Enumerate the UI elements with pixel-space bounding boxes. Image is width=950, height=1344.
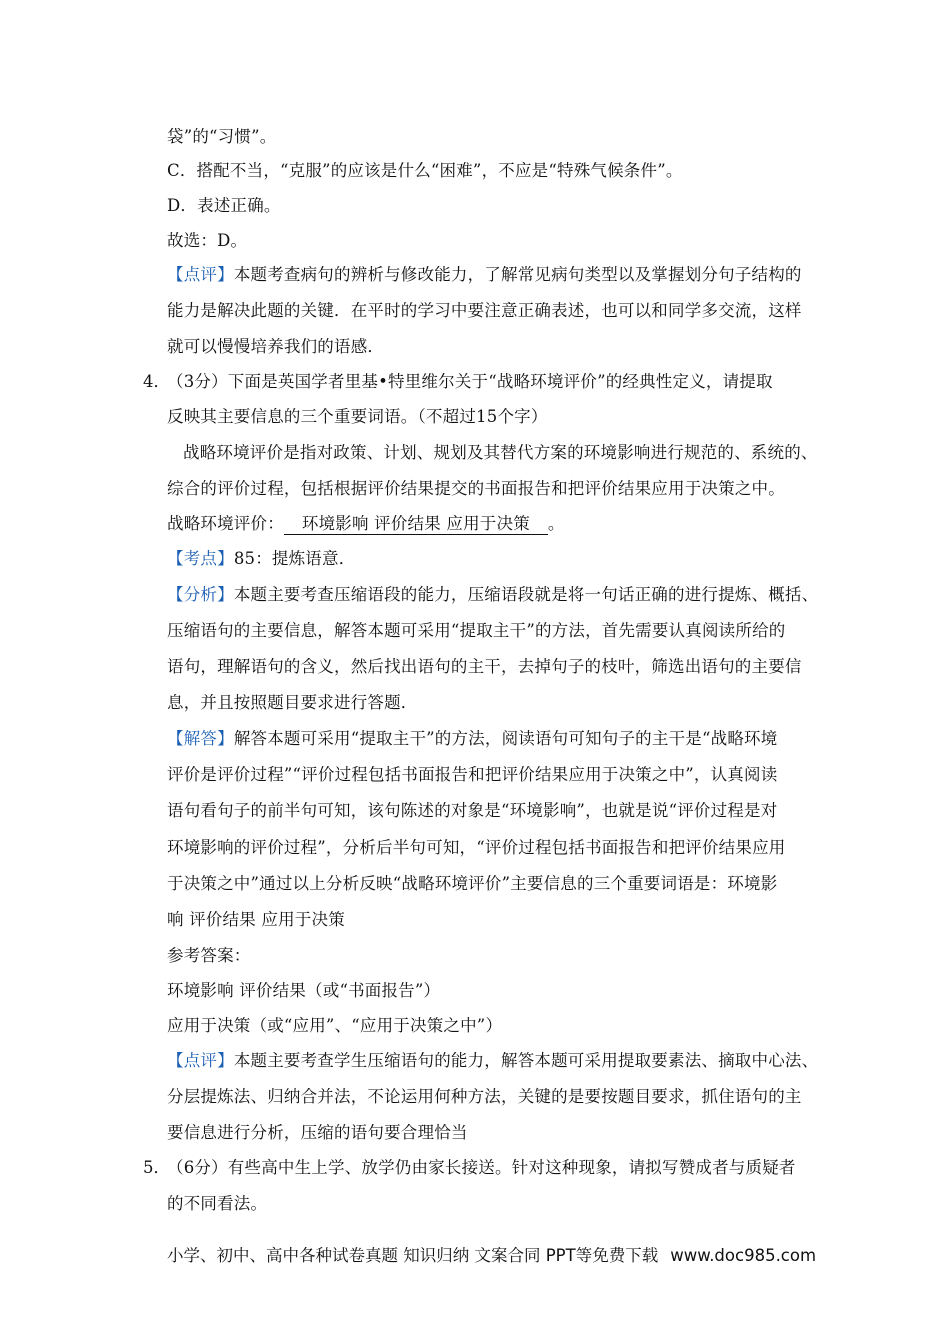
jieda-text: 解答本题可采用“提取主干”的方法，阅读语句可知句子的主干是“战略环境: [233, 729, 778, 748]
text-line: 语句，理解语句的含义，然后找出语句的主干，去掉句子的枝叶，筛选出语句的主要信: [167, 657, 802, 676]
question-text: （6分）有些高中生上学、放学仍由家长接送。针对这种现象，请拟写赞成者与质疑者: [167, 1158, 796, 1177]
text-line: 就可以慢慢培养我们的语感．: [167, 337, 385, 356]
text-line: 要信息进行分析，压缩的语句要合理恰当: [167, 1123, 468, 1142]
kaodian-tag: 【考点】: [167, 549, 234, 568]
comment-tag: 【点评】: [167, 265, 234, 284]
passage-text: 综合的评价过程，包括根据评价结果提交的书面报告和把评价结果应用于决策之中。: [167, 479, 785, 498]
footer-text: 小学、初中、高中各种试卷真题 知识归纳 文案合同 PPT等免费下载: [167, 1246, 659, 1265]
text-line: D．表述正确。: [167, 196, 281, 215]
text-line: 环境影响的评价过程”，分析后半句可知，“评价过程包括书面报告和把评价结果应用: [167, 838, 786, 857]
kaodian-line: [167, 548, 355, 570]
text-line: 语句看句子的前半句可知，该句陈述的对象是“环境影响”，也就是说“评价过程是对: [167, 801, 778, 820]
comment-tag: 【点评】: [167, 1051, 234, 1070]
text-line: 压缩语句的主要信息，解答本题可采用“提取主干”的方法，首先需要认真阅读所给的: [167, 621, 786, 640]
passage-text: 战略环境评价是指对政策、计划、规划及其替代方案的环境影响进行规范的、系统的、: [183, 443, 818, 462]
reference-answer: 应用于决策（或“应用”、“应用于决策之中”）: [167, 1016, 503, 1035]
comment-text: 本题主要考查学生压缩语句的能力，解答本题可采用提取要素法、摘取中心法、: [233, 1051, 819, 1070]
page-footer: [167, 1245, 816, 1267]
fenxi-tag: 【分析】: [167, 585, 234, 604]
text-line: 能力是解决此题的关键．在平时的学习中要注意正确表述，也可以和同学多交流，这样: [167, 301, 802, 320]
comment-line: [167, 1050, 818, 1072]
text-line: 息，并且按照题目要求进行答题．: [167, 693, 418, 712]
question-text: （3分）下面是英国学者里基•特里维尔关于“战略环境评价”的经典性定义，请提取: [167, 372, 773, 391]
reference-label: 参考答案：: [167, 946, 251, 965]
text-line: 于决策之中”通过以上分析反映“战略环境评价”主要信息的三个重要词语是：环境影: [167, 874, 778, 893]
answer-blank: 环境影响 评价结果 应用于决策: [284, 514, 548, 535]
question-number: 4．: [143, 372, 170, 391]
blank-suffix: 。: [547, 514, 565, 533]
comment-line: [167, 264, 802, 286]
text-line: 响 评价结果 应用于决策: [167, 910, 345, 929]
comment-text: 本题考查病句的辨析与修改能力，了解常见病句类型以及掌握划分句子结构的: [233, 265, 802, 284]
fenxi-text: 本题主要考查压缩语段的能力，压缩语段就是将一句话正确的进行提炼、概括、: [233, 585, 819, 604]
text-line: 袋”的“习惯”。: [167, 127, 277, 146]
question-text: 反映其主要信息的三个重要词语。（不超过15个字）: [167, 407, 548, 426]
text-line: 分层提炼法、归纳合并法，不论运用何种方法，关键的是要按题目要求，抓住语句的主: [167, 1087, 802, 1106]
fenxi-line: [167, 584, 818, 606]
jieda-line: [167, 728, 777, 750]
text-line: C．搭配不当，“克服”的应该是什么“困难”，不应是“特殊气候条件”。: [167, 161, 683, 180]
jieda-tag: 【解答】: [167, 729, 234, 748]
reference-answer: 环境影响 评价结果（或“书面报告”）: [167, 981, 441, 1000]
blank-prefix: 战略环境评价：: [167, 514, 284, 533]
question-text: 的不同看法。: [167, 1194, 268, 1213]
answer-blank-line: [167, 513, 565, 535]
footer-url[interactable]: www.doc985.com: [670, 1246, 817, 1265]
question-number: 5．: [143, 1158, 170, 1177]
kaodian-text: 85：提炼语意．: [233, 549, 356, 568]
text-line: 评价是评价过程”“评价过程包括书面报告和把评价结果应用于决策之中”，认真阅读: [167, 765, 778, 784]
text-line: 故选：D。: [167, 231, 248, 250]
